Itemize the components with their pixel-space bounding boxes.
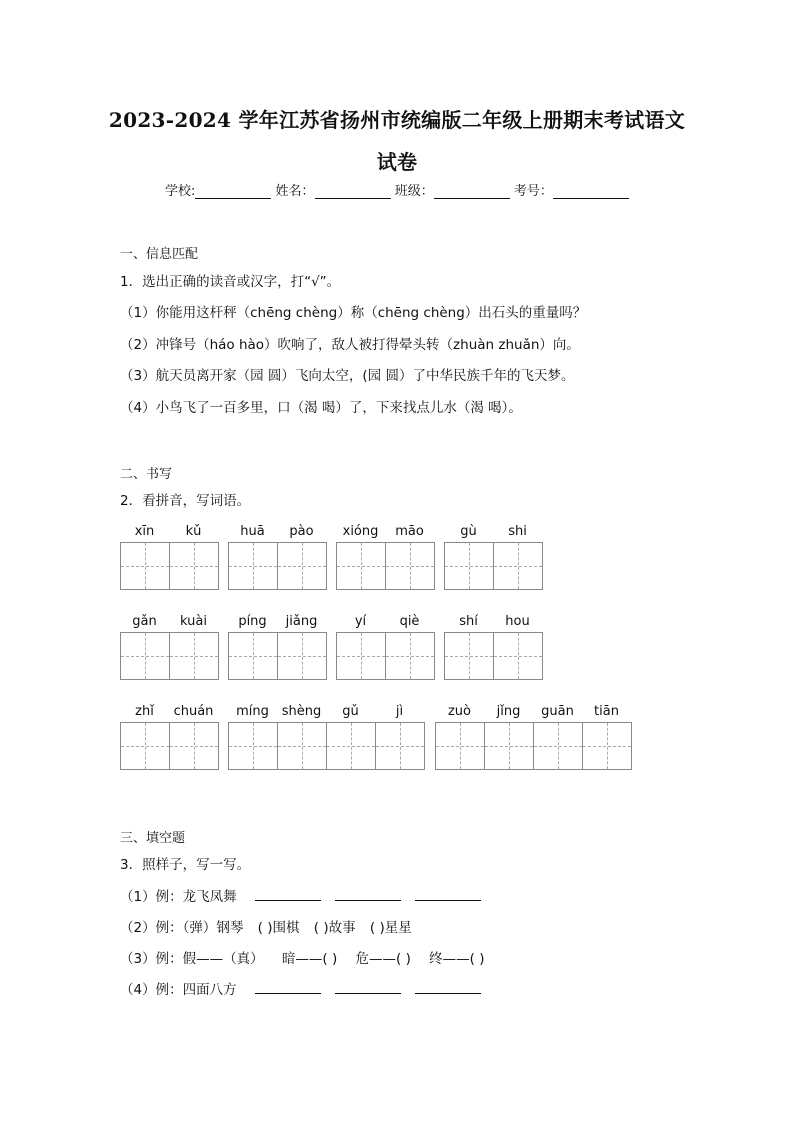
pinyin-label: shèng — [281, 704, 322, 719]
class-field[interactable] — [434, 184, 510, 199]
pinyin-label: jiǎng — [285, 614, 318, 629]
pinyin-label: zhǐ — [135, 704, 154, 719]
section-heading: 二、书写 — [120, 467, 173, 482]
pinyin-label: jì — [395, 704, 404, 719]
example-text: （4）例：四面八方 — [120, 982, 237, 998]
writing-grid[interactable] — [120, 632, 219, 680]
writing-grid[interactable] — [120, 722, 219, 770]
question-prompt: 3．照样子，写一写。 — [120, 857, 251, 873]
writing-grid[interactable] — [435, 722, 632, 770]
answer-blank[interactable] — [255, 981, 321, 994]
fill-paren[interactable]: 终——( ) — [429, 951, 485, 967]
example-text: （1）例：龙飞凤舞 — [120, 889, 237, 905]
section-heading: 三、填空题 — [120, 831, 186, 846]
writing-grid[interactable] — [336, 542, 435, 590]
class-label: 班级： — [394, 184, 434, 199]
student-info-line — [165, 180, 629, 199]
pinyin-label: shi — [508, 524, 527, 539]
question-item — [120, 947, 484, 967]
pinyin-label: tiān — [594, 704, 619, 719]
writing-grid[interactable] — [228, 542, 327, 590]
pinyin-label: huā — [240, 524, 265, 539]
writing-grid[interactable] — [228, 632, 327, 680]
writing-grid[interactable] — [444, 632, 543, 680]
exam-number-field[interactable] — [553, 184, 629, 199]
answer-blank[interactable] — [255, 888, 321, 901]
pinyin-label: gǎn — [132, 614, 157, 629]
name-field[interactable] — [315, 184, 391, 199]
answer-blank[interactable] — [335, 888, 401, 901]
writing-grid[interactable] — [120, 542, 219, 590]
pinyin-label: kuài — [180, 614, 207, 629]
writing-grid[interactable] — [228, 722, 425, 770]
exam-number-label: 考号： — [513, 184, 553, 199]
pinyin-label: guān — [541, 704, 574, 719]
pinyin-label: kǔ — [185, 524, 202, 539]
question-item: （1）你能用这杆秤（chēng chèng）称（chēng chèng）出石头的重量吗？ — [120, 305, 587, 321]
question-item — [120, 916, 412, 936]
pinyin-label: píng — [238, 614, 267, 629]
pinyin-label: chuán — [173, 704, 214, 719]
pinyin-label: yí — [354, 614, 367, 629]
pinyin-label: xīn — [134, 524, 155, 539]
fill-paren[interactable]: 暗——( ) — [281, 951, 338, 967]
pinyin-label: gǔ — [342, 704, 359, 719]
section-heading: 一、信息匹配 — [120, 247, 199, 262]
question-item: （2）冲锋号（háo hào）吹响了，敌人被打得晕头转（zhuàn zhuǎn）向。 — [120, 337, 580, 353]
pinyin-label: māo — [395, 524, 424, 539]
question-item — [120, 978, 481, 998]
question-item — [120, 885, 481, 905]
example-text: （2）例：（弹）钢琴 — [120, 920, 244, 936]
writing-grid[interactable] — [336, 632, 435, 680]
answer-blank[interactable] — [415, 888, 481, 901]
pinyin-label: hou — [505, 614, 530, 629]
writing-grid[interactable] — [444, 542, 543, 590]
question-prompt: 2．看拼音，写词语。 — [120, 493, 251, 509]
pinyin-label: xióng — [342, 524, 379, 539]
pinyin-label: zuò — [447, 704, 472, 719]
name-label: 姓名： — [275, 184, 315, 199]
example-text: （3）例：假——（真） — [120, 951, 264, 967]
fill-paren[interactable]: ( )故事 — [313, 920, 356, 936]
answer-blank[interactable] — [415, 981, 481, 994]
pinyin-label: gù — [460, 524, 477, 539]
pinyin-label: jǐng — [496, 704, 521, 719]
pinyin-label: míng — [236, 704, 269, 719]
question-item: （3）航天员离开家（园 圆）飞向太空，(园 圆）了中华民族千年的飞天梦。 — [120, 368, 575, 384]
pinyin-label: qiè — [399, 614, 420, 629]
question-item: （4）小鸟飞了一百多里，口（渴 喝）了，下来找点儿水（渴 喝）。 — [120, 400, 522, 416]
pinyin-label: shí — [459, 614, 478, 629]
exam-title: 2023-2024 学年江苏省扬州市统编版二年级上册期末考试语文 — [108, 108, 686, 132]
fill-paren[interactable]: ( )围棋 — [257, 920, 300, 936]
question-prompt: 1．选出正确的读音或汉字，打“√”。 — [120, 274, 341, 290]
pinyin-label: pào — [289, 524, 314, 539]
fill-paren[interactable]: 危——( ) — [355, 951, 411, 967]
fill-paren[interactable]: ( )星星 — [369, 920, 412, 936]
school-label: 学校: — [165, 184, 196, 199]
school-field[interactable] — [195, 184, 271, 199]
answer-blank[interactable] — [335, 981, 401, 994]
exam-title-line2: 试卷 — [376, 150, 418, 174]
